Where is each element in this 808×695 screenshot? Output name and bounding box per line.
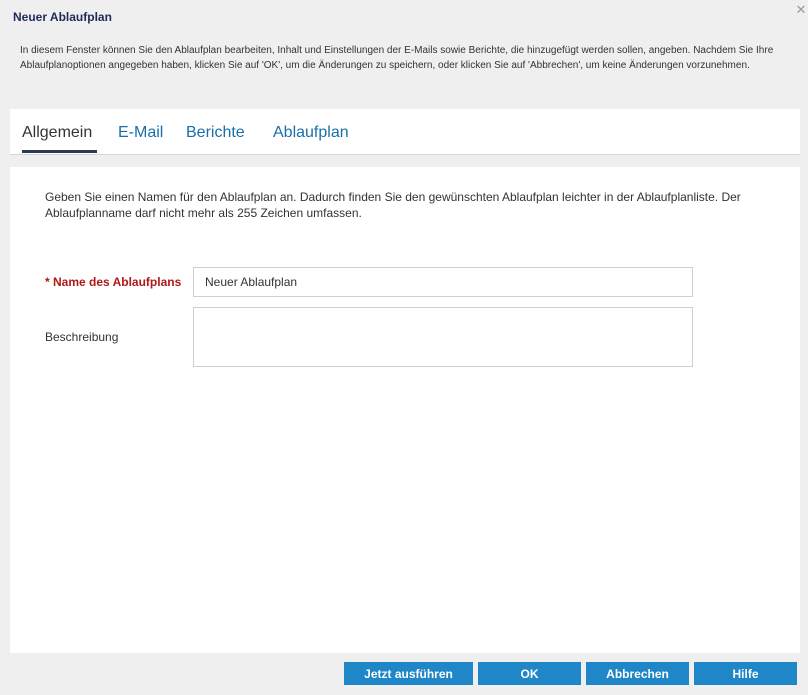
schedule-name-input[interactable] xyxy=(193,267,693,297)
active-tab-indicator xyxy=(22,150,97,153)
tab-allgemein[interactable]: Allgemein xyxy=(22,124,93,141)
help-text: Geben Sie einen Namen für den Ablaufplan an. Dadurch finden Sie den gewünschten Ablaufplan leichter in der Ablaufplanliste. Der Ablaufplanname darf nicht mehr als 255 Zeichen umfassen. xyxy=(45,190,741,220)
schedule-name-label: * Name des Ablaufplans xyxy=(45,275,182,289)
close-icon[interactable]: ✕ xyxy=(795,2,807,17)
help-button[interactable]: Hilfe xyxy=(694,662,797,685)
general-panel xyxy=(10,167,800,653)
run-now-button[interactable]: Jetzt ausführen xyxy=(344,662,473,685)
tab-berichte[interactable]: Berichte xyxy=(186,124,245,141)
tab-email[interactable]: E-Mail xyxy=(118,124,164,141)
tab-ablaufplan[interactable]: Ablaufplan xyxy=(273,124,349,141)
description-label: Beschreibung xyxy=(45,330,119,344)
cancel-button[interactable]: Abbrechen xyxy=(586,662,689,685)
intro-text: In diesem Fenster können Sie den Ablaufplan bearbeiten, Inhalt und Einstellungen der E-Mails sowie Berichte, die hinzugefügt werden sollen, angeben. Nachdem Sie Ihre Ablaufplanoptionen angegeben haben, klicken Sie auf 'OK', um die Änderungen zu speichern, oder klicken Sie auf 'Abbrechen', um keine Änderungen vorzunehmen. xyxy=(20,45,774,71)
dialog-title: Neuer Ablaufplan xyxy=(13,10,112,24)
description-input[interactable] xyxy=(193,307,693,367)
tab-bar xyxy=(10,109,800,155)
ok-button[interactable]: OK xyxy=(478,662,581,685)
